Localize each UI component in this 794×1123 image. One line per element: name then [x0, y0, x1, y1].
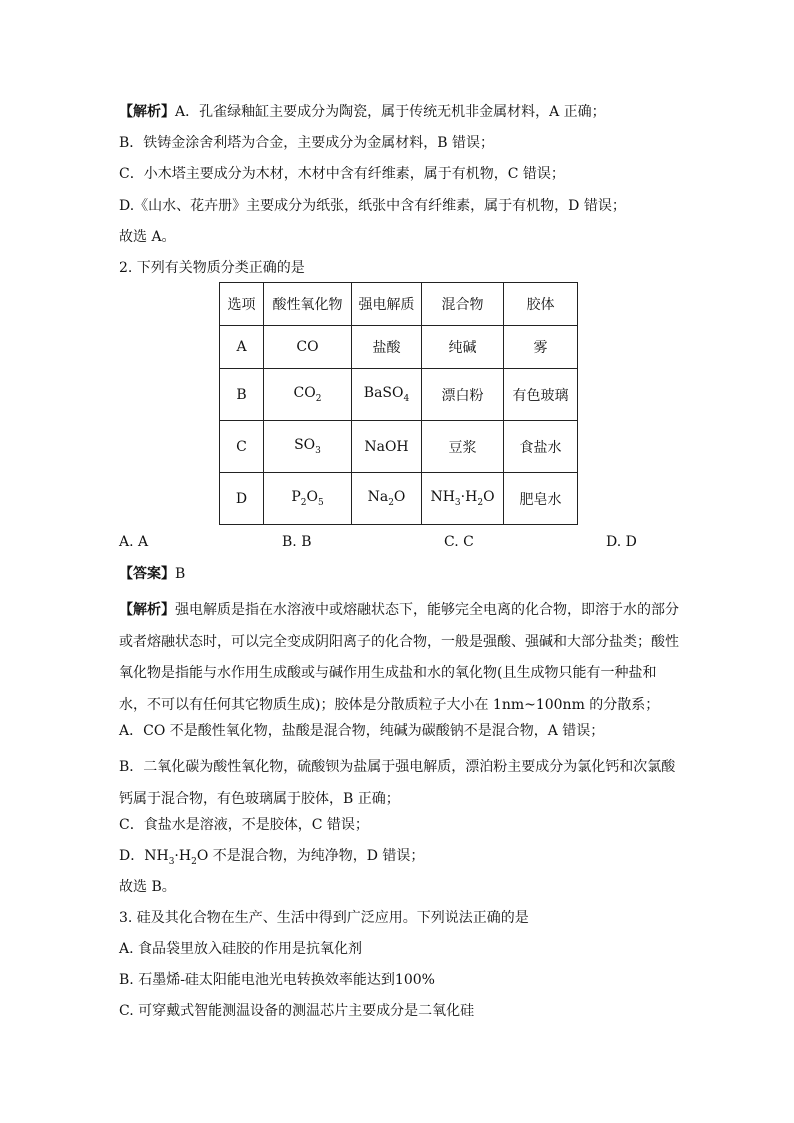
table-cell: 食盐水: [504, 421, 578, 473]
table-cell: NaOH: [352, 421, 422, 473]
table-cell: 雾: [504, 326, 578, 369]
table-cell: D: [220, 473, 264, 525]
header-cell: 强电解质: [352, 283, 422, 326]
q2-analysis-intro: [119, 595, 679, 721]
header-cell: 胶体: [504, 283, 578, 326]
header-cell: 酸性氧化物: [264, 283, 352, 326]
q1-analysis-line-4: D.《山水、花卉册》主要成分为纸张，纸张中含有纤维素，属于有机物，D 错误；: [119, 198, 626, 214]
option-c: C. C: [444, 534, 474, 550]
analysis-text: 强电解质是指在水溶液中或熔融状态下，能够完全电离的化合物，即溶于水的部分或者熔融状态时，可以完全变成阴阳离子的化合物，一般是强酸、强碱和大部分盐类；酸性氧化物是指能与水作用生成酸或与碱作用生成盐和水的氧化物(且生成物只能有一种盐和水，不可以有任何其它物质生成)；胶体是分散质粒子大小在 1nm~100nm 的分散系；: [119, 602, 679, 713]
table-cell: $NH_3\cdot H_2O$: [422, 473, 504, 525]
q2-analysis-b: B．二氧化碳为酸性氧化物，硫酸钡为盐属于强电解质，漂泊粉主要成分为氯化钙和次氯酸钙属于混合物，有色玻璃属于胶体，B 正确；: [119, 759, 676, 807]
table-cell: $SO_3$: [264, 421, 352, 473]
q2-answer: [119, 564, 185, 584]
table-cell: B: [220, 369, 264, 421]
answer-tag: 【答案】: [119, 566, 175, 582]
table-cell: 盐酸: [352, 326, 422, 369]
header-cell: 混合物: [422, 283, 504, 326]
answer-value: B: [175, 566, 186, 582]
q1-analysis-line-3: C．小木塔主要成分为木材，木材中含有纤维素，属于有机物，C 错误；: [119, 166, 565, 182]
header-cell: 选项: [220, 283, 264, 326]
table-cell: $P_2O_5$: [264, 473, 352, 525]
table-cell: 有色玻璃: [504, 369, 578, 421]
table-cell: C: [220, 421, 264, 473]
q2-stem: 2. 下列有关物质分类正确的是: [119, 260, 305, 276]
table-cell: 纯碱: [422, 326, 504, 369]
analysis-tag: 【解析】: [119, 104, 175, 120]
q2-conclusion: 故选 B。: [119, 879, 176, 895]
q3-option-c: C. 可穿戴式智能测温设备的测温芯片主要成分是二氧化硅: [119, 1003, 475, 1019]
q1-conclusion: 故选 A。: [119, 229, 176, 245]
table-cell: BaSO$_4$: [352, 369, 422, 421]
option-a: A. A: [119, 534, 149, 550]
q3-stem: 3. 硅及其化合物在生产、生活中得到广泛应用。下列说法正确的是: [119, 910, 529, 926]
q2-analysis-c: C．食盐水是溶液，不是胶体，C 错误；: [119, 817, 369, 833]
q3-option-a: A. 食品袋里放入硅胶的作用是抗氧化剂: [119, 941, 363, 957]
analysis-tag: 【解析】: [119, 602, 175, 618]
table-row: [220, 473, 578, 525]
option-d: D. D: [606, 534, 637, 550]
table-header-row: [220, 283, 578, 326]
q2-analysis-a: A．CO 不是酸性氧化物，盐酸是混合物，纯碱为碳酸钠不是混合物，A 错误；: [119, 723, 605, 739]
table-cell: $Na_2O$: [352, 473, 422, 525]
q1-analysis-line-2: B．铁铸金涂舍利塔为合金，主要成分为金属材料，B 错误；: [119, 135, 495, 151]
q3-option-b: B. 石墨烯-硅太阳能电池光电转换效率能达到100%: [119, 972, 435, 988]
table-row: [220, 326, 578, 369]
analysis-text: A．孔雀绿釉缸主要成分为陶瓷，属于传统无机非金属材料，A 正确；: [175, 104, 606, 120]
option-b: B. B: [282, 534, 312, 550]
table-cell: 漂白粉: [422, 369, 504, 421]
classification-table: [219, 282, 578, 525]
table-cell: 肥皂水: [504, 473, 578, 525]
table-cell: CO: [264, 326, 352, 369]
table-cell: 豆浆: [422, 421, 504, 473]
table-cell: A: [220, 326, 264, 369]
q1-analysis-line-1: [119, 102, 606, 122]
q2-analysis-d: D．$NH_3\cdot H_2O$ 不是混合物，为纯净物，D 错误；: [119, 848, 425, 867]
table-row: [220, 421, 578, 473]
table-cell: $CO_2$: [264, 369, 352, 421]
table-row: [220, 369, 578, 421]
